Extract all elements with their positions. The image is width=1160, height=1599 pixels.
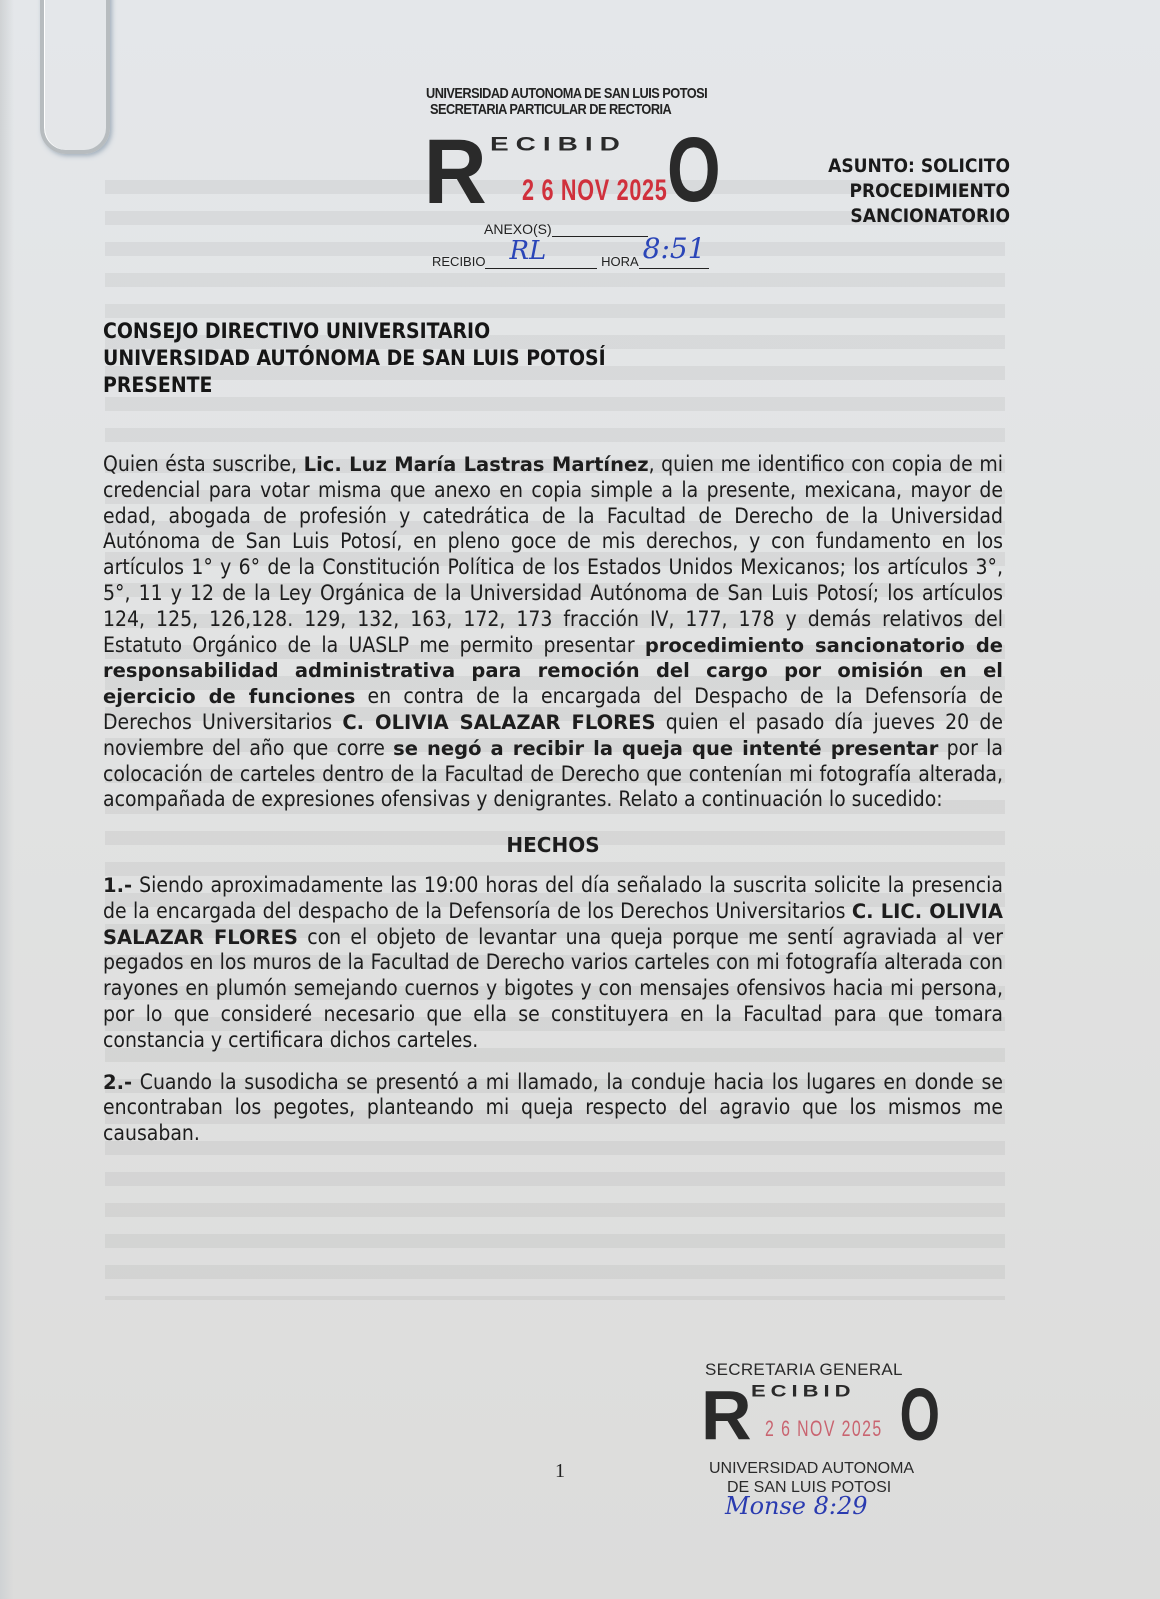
page-edge-shadow <box>0 0 14 1599</box>
subject-block <box>800 154 1010 229</box>
stamp2-big-o: O <box>899 1373 940 1456</box>
intro-text: en contra de la encargada del Despacho de la Defensoría de Derechos Universitarios <box>103 684 1003 734</box>
stamp-anexos-line <box>552 236 648 237</box>
stamp-big-r: R <box>423 121 487 223</box>
stamp-anexos-field <box>484 221 648 237</box>
hecho-text: con el objeto de levantar una queja porque me sentí agraviada al ver pegados en los muros de la Facultad de Derecho varios carteles con mi fotografía alterada con rayones en plumón semejando cuernos y bigotes y con mensajes ofensivos hacia mi persona, por lo que consideré necesario que ella se constituyera en la Facultad para que tomara constancia y certificara dichos carteles. <box>103 924 1004 1052</box>
hecho-text: Siendo aproximadamente las 19:00 horas del día señalado la suscrita solicite la presencia de la encargada del despacho de la Defensoría de los Derechos Universitarios <box>103 872 1003 923</box>
hecho-item-1 <box>103 873 1003 1054</box>
intro-paragraph <box>103 452 1003 813</box>
addressee-line-3: PRESENTE <box>103 373 213 397</box>
stamp2-date: 2 6 NOV 2025 <box>765 1416 883 1441</box>
intro-text: Quien ésta suscribe, <box>103 452 304 476</box>
stamp2-university-line-2: DE SAN LUIS POTOSI <box>727 1479 892 1496</box>
respondent-name: C. LIC. OLIVIA SALAZAR FLORES <box>103 899 1003 949</box>
stamp-recibio-line <box>485 236 597 269</box>
subject-line-2: PROCEDIMIENTO <box>849 180 1010 202</box>
document-body <box>103 452 1003 1147</box>
signer-name: Lic. Luz María Lastras Martínez <box>303 453 649 476</box>
stamp2-big-r: R <box>701 1376 752 1454</box>
stamp-office-line: SECRETARIA PARTICULAR DE RECTORIA <box>430 101 672 118</box>
hecho-text: Cuando la susodicha se presentó a mi llamado, la conduje hacia los lugares en donde se encontraban los pegotes, planteando mi queja respecto del agravio que los mismos me causaban. <box>103 1069 1003 1146</box>
stamp2-handwritten-signature: Monse 8:29 <box>725 1492 868 1520</box>
hora-handwritten: 8:51 <box>642 232 706 265</box>
stamp-date: 2 6 NOV 2025 <box>522 174 668 207</box>
paper-clip-icon <box>40 0 110 154</box>
hecho-number: 2.- <box>103 1070 133 1094</box>
rectoria-received-stamp <box>423 85 730 286</box>
complaint-summary: se negó a recibir la queja que intenté presentar <box>393 736 939 760</box>
stamp-ecibid: ECIBID <box>490 132 627 155</box>
addressee-line-2: UNIVERSIDAD AUTÓNOMA DE SAN LUIS POTOSÍ <box>103 346 606 370</box>
intro-text: por la colocación de carteles dentro de la Facultad de Derecho que contenían mi fotografía alterada, acompañada de expresiones ofensivas y denigrantes. Relato a continuación lo sucedido: <box>103 735 1004 812</box>
procedure-type: procedimiento sancionatorio de responsabilidad administrativa para remoción del cargo por omisión en el ejercicio de funciones <box>103 633 1003 709</box>
subject-line-1: ASUNTO: SOLICITO <box>828 155 1010 177</box>
stamp-recibio-label: RECIBIO <box>432 254 486 269</box>
subject-line-3: SANCIONATORIO <box>850 205 1010 227</box>
intro-text: , quien me identifico con copia de mi credencial para votar misma que anexo en copia simple a la presente, mexicana, mayor de edad, abogada de profesión y catedrática de la Facultad de Derecho de la Universidad Autónoma de San Luis Potosí, en pleno goce de mis derechos, y con fundamento en los artículos 1° y 6° de la Constitución Política de los Estados Unidos Mexicanos; los artículos 3°, 5°, 11 y 12 de la Ley Orgánica de la Universidad Autónoma de San Luis Potosí; los artículos 124, 125, 126,128. 129, 132, 163, 172, 173 fracción IV, 177, 178 y demás relativos del Estatuto Orgánico de la UASLP me permito presentar <box>103 452 1003 657</box>
stamp-hora-line <box>639 232 709 269</box>
stamp2-ecibid: ECIBID <box>751 1381 856 1400</box>
recibio-initials-handwritten: RL <box>509 236 547 266</box>
paragraph-gap <box>103 1054 1003 1070</box>
addressee-line-1: CONSEJO DIRECTIVO UNIVERSITARIO <box>103 319 491 343</box>
stamp-big-o: O <box>666 119 721 221</box>
page-number: 1 <box>555 1460 565 1482</box>
stamp-anexos-label: ANEXO(S) <box>484 221 552 237</box>
stamp2-university-line-1: UNIVERSIDAD AUTONOMA <box>709 1460 915 1477</box>
stamp-recibio-field <box>432 232 709 269</box>
stamp-hora-label: HORA <box>601 254 639 269</box>
hechos-heading: HECHOS <box>506 833 600 858</box>
stamp-university-line: UNIVERSIDAD AUTONOMA DE SAN LUIS POTOSI <box>426 85 708 102</box>
addressee-block <box>103 318 606 399</box>
intro-text: quien el pasado día jueves 20 de noviembre del año que corre <box>103 709 1003 760</box>
hecho-number: 1.- <box>103 873 133 897</box>
hecho-item-2 <box>103 1070 1003 1147</box>
secretaria-general-received-stamp <box>701 1360 945 1550</box>
respondent-name: C. OLIVIA SALAZAR FLORES <box>342 710 656 734</box>
stamp2-office: SECRETARIA GENERAL <box>705 1360 903 1379</box>
